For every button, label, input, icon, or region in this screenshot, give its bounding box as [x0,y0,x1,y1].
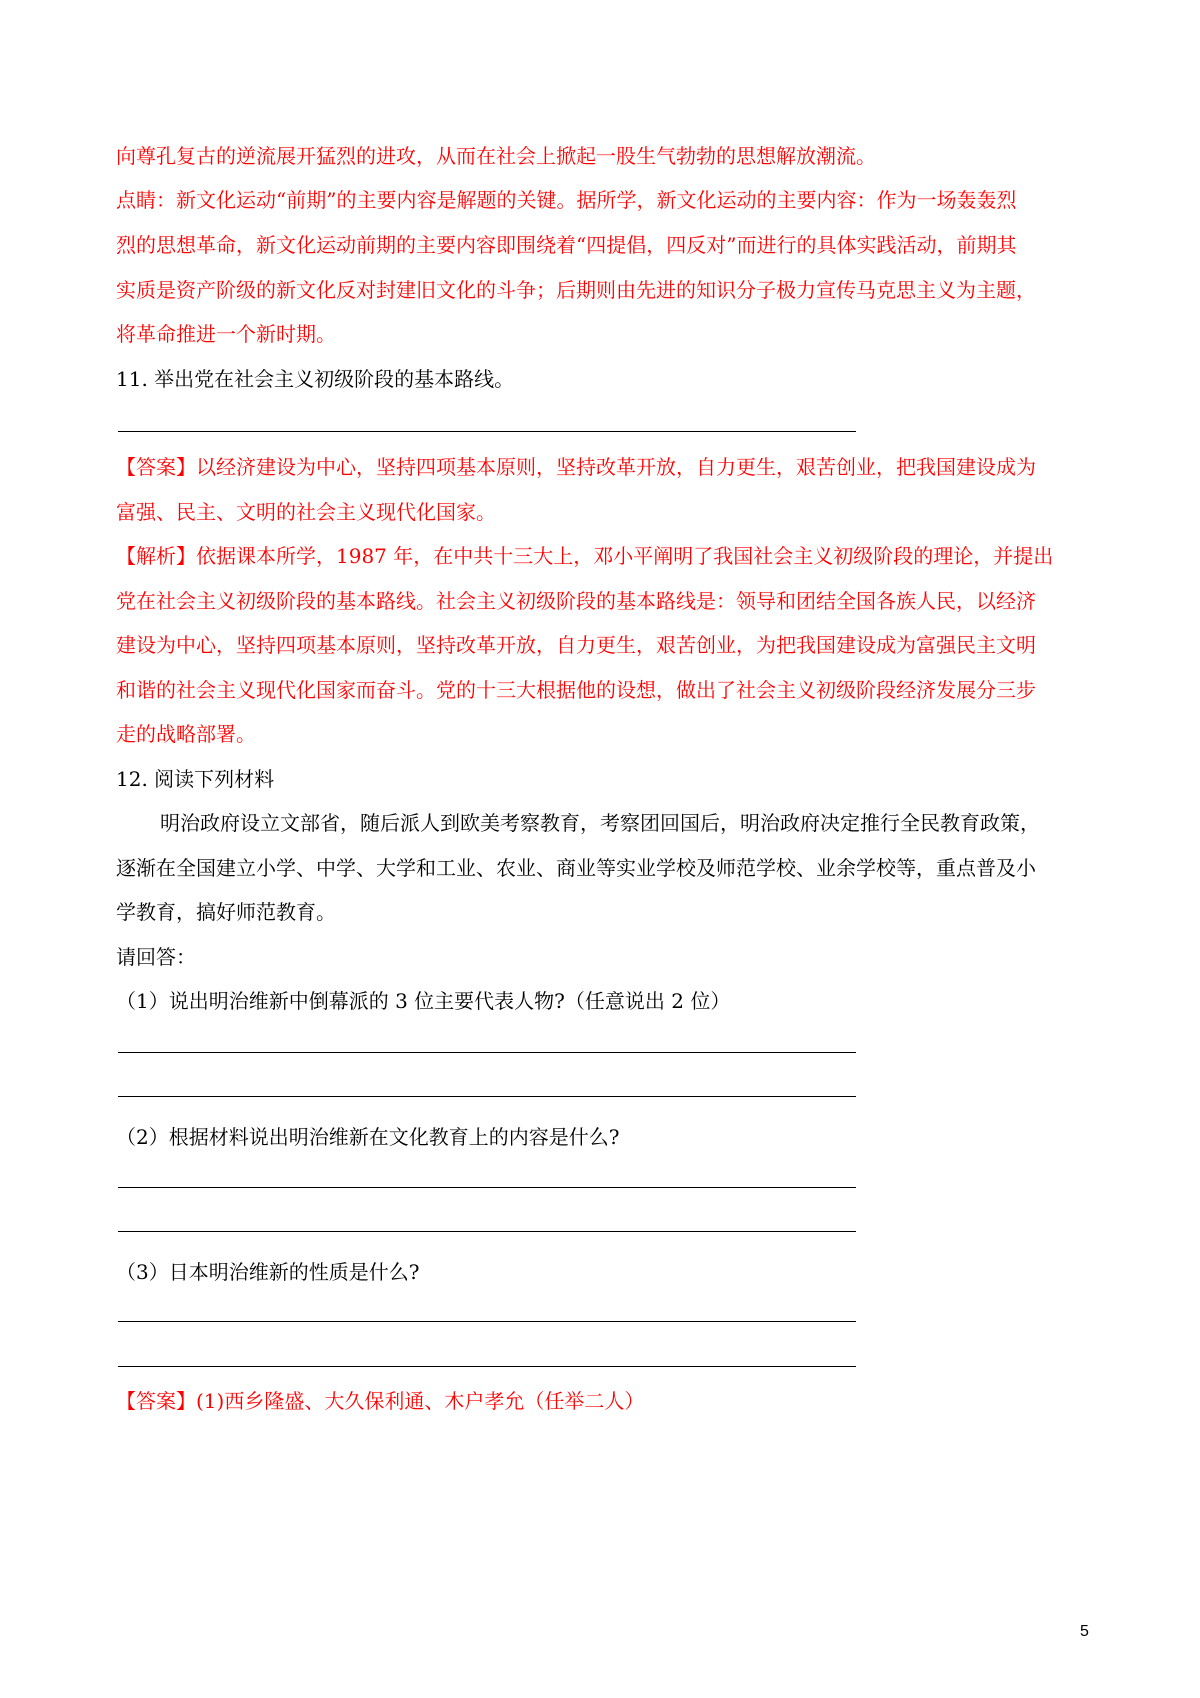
analysis-continuation: 向尊孔复古的逆流展开猛烈的进攻，从而在社会上掀起一股生气勃勃的思想解放潮流。 [116,144,876,168]
sub-question-1: （1）说出明治维新中倒幕派的 3 位主要代表人物?（任意说出 2 位） [116,989,731,1013]
answer-blank-line [118,1231,856,1232]
answer-blank-line [118,1366,856,1367]
answer-blank-line [118,1096,856,1097]
material-line: 学教育，搞好师范教育。 [116,900,336,924]
sub-question-3: （3）日本明治维新的性质是什么? [116,1260,420,1284]
question-11: 11. 举出党在社会主义初级阶段的基本路线。 [116,367,515,391]
material-line: 明治政府设立文部省，随后派人到欧美考察教育，考察团回国后，明治政府决定推行全民教育政策， [160,811,1040,835]
highlight-note-line: 将革命推进一个新时期。 [116,322,336,346]
answer-blank-line [118,1187,856,1188]
answer-blank-line [118,1321,856,1322]
highlight-note-line: 烈的思想革命，新文化运动前期的主要内容即围绕着“四提倡，四反对”而进行的具体实践活动，前期其 [116,233,1017,257]
analysis-11-line: 走的战略部署。 [116,722,256,746]
sub-question-2: （2）根据材料说出明治维新在文化教育上的内容是什么? [116,1125,620,1149]
analysis-11-line: 党在社会主义初级阶段的基本路线。社会主义初级阶段的基本路线是：领导和团结全国各族人民，以经济 [116,589,1036,613]
highlight-note-line: 点睛：新文化运动“前期”的主要内容是解题的关键。据所学，新文化运动的主要内容：作为一场轰轰烈 [116,188,1017,212]
analysis-11-line: 和谐的社会主义现代化国家而奋斗。党的十三大根据他的设想，做出了社会主义初级阶段经济发展分三步 [116,678,1036,702]
analysis-11-line: 建设为中心，坚持四项基本原则，坚持改革开放，自力更生，艰苦创业，为把我国建设成为富强民主文明 [116,633,1036,657]
answer-blank-line [118,1052,856,1053]
highlight-note-line: 实质是资产阶级的新文化反对封建旧文化的斗争；后期则由先进的知识分子极力宣传马克思主义为主题， [116,278,1036,302]
answer-11-line: 富强、民主、文明的社会主义现代化国家。 [116,500,496,524]
answer-blank-line [118,431,856,432]
answer-11-line: 【答案】以经济建设为中心，坚持四项基本原则，坚持改革开放，自力更生，艰苦创业，把我国建设成为 [116,455,1036,479]
page-number: 5 [1080,1623,1089,1640]
question-12: 12. 阅读下列材料 [116,767,275,791]
material-line: 逐渐在全国建立小学、中学、大学和工业、农业、商业等实业学校及师范学校、业余学校等，重点普及小 [116,856,1036,880]
answer-12-line: 【答案】(1)西乡隆盛、大久保利通、木户孝允（任举二人） [116,1389,645,1413]
analysis-11-line: 【解析】依据课本所学，1987 年，在中共十三大上，邓小平阐明了我国社会主义初级阶段的理论，并提出 [116,544,1054,568]
prompt-please-answer: 请回答： [116,945,196,969]
